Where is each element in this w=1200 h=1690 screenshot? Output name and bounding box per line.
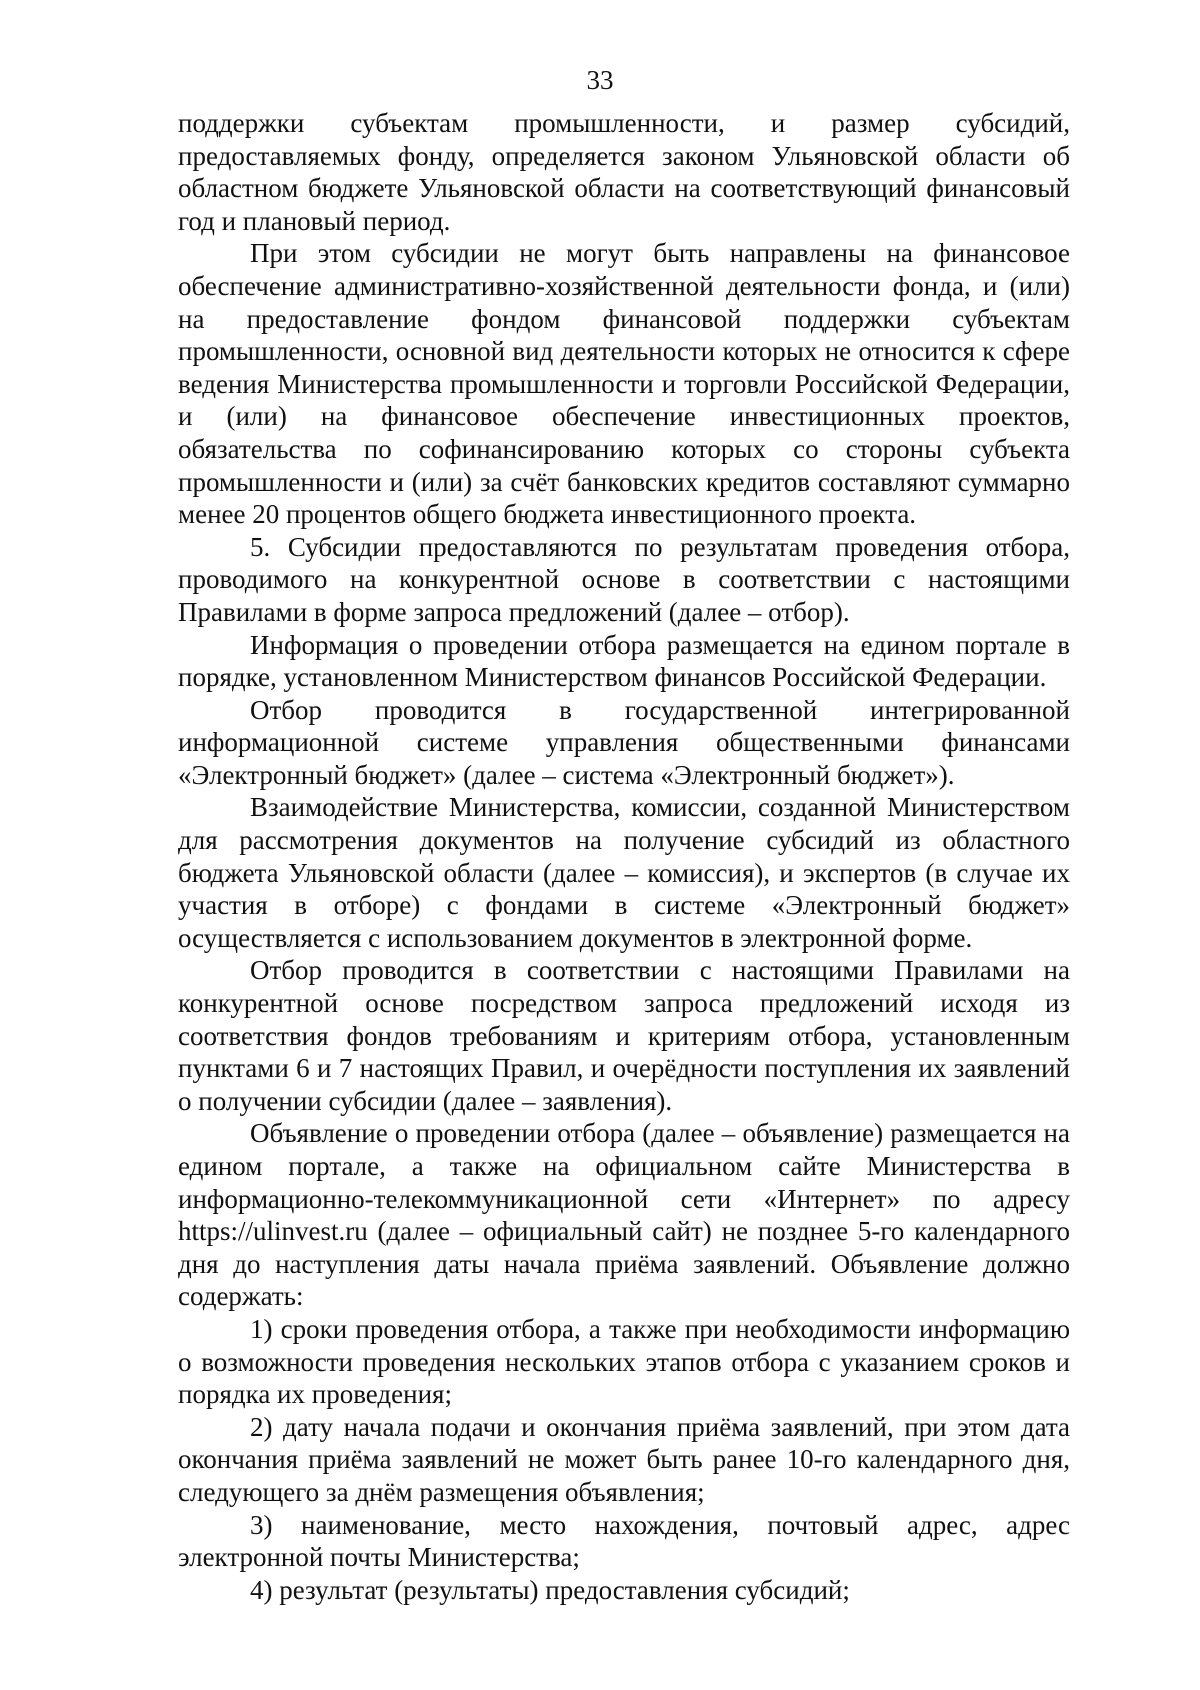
paragraph-selection-basis: Отбор проводится в соответствии с настоящими Правилами на конкурентной основе посредством запроса предложений исходя из соответствия фондов требованиям и критериям отбора, установленным пунктами 6 и 7 настоящих Правил, и очерёдности поступления их заявлений о получении субсидии (далее – заявления). xyxy=(178,955,1070,1116)
page-number: 33 xyxy=(586,65,614,95)
paragraph-interaction: Взаимодействие Министерства, комиссии, созданной Министерством для рассмотрения документов на получение субсидий из областного бюджета Ульяновской области (далее – комиссия), и экспертов (в случае их участия в отборе) с фондами в системе «Электронный бюджет» осуществляется с использованием документов в электронной форме. xyxy=(178,792,1070,953)
paragraph-electronic-budget: Отбор проводится в государственной интегрированной информационной системе управления общественными финансами «Электронный бюджет» (далее – система «Электронный бюджет»). xyxy=(178,694,1070,790)
list-item-2: 2) дату начала подачи и окончания приёма заявлений, при этом дата окончания приёма заявлений не может быть ранее 10-го календарного дня, следующего за днём размещения объявления; xyxy=(178,1411,1070,1507)
list-item-3: 3) наименование, место нахождения, почтовый адрес, адрес электронной почты Министерства; xyxy=(178,1509,1070,1573)
paragraph-portal-info: Информация о проведении отбора размещается на едином портале в порядке, установленном Министерством финансов Российской Федерации. xyxy=(178,629,1070,693)
list-item-4: 4) результат (результаты) предоставления субсидий; xyxy=(250,1574,850,1605)
paragraph-item-5: 5. Субсидии предоставляются по результатам проведения отбора, проводимого на конкурентной основе в соответствии с настоящими Правилами в форме запроса предложений (далее – отбор). xyxy=(178,531,1070,627)
paragraph-announcement: Объявление о проведении отбора (далее – объявление) размещается на едином портале, а также на официальном сайте Министерства в информационно-телекоммуникационной сети «Интернет» по адресу https://ulinvest.ru (далее – официальный сайт) не позднее 5-го календарного дня до наступления даты начала приёма заявлений. Объявление должно содержать: xyxy=(178,1118,1070,1312)
paragraph-continuation: поддержки субъектам промышленности, и размер субсидий, предоставляемых фонду, определяется законом Ульяновской области об областном бюджете Ульяновской области на соответствующий финансовый год и плановый период. xyxy=(178,108,1070,236)
paragraph-subsidy-restrictions: При этом субсидии не могут быть направлены на финансовое обеспечение административно-хозяйственной деятельности фонда, и (или) на предоставление фондом финансовой поддержки субъектам промышленности, основной вид деятельности которых не относится к сфере ведения Министерства промышленности и торговли Российской Федерации, и (или) на финансовое обеспечение инвестиционных проектов, обязательства по софинансированию которых со стороны субъекта промышленности и (или) за счёт банковских кредитов составляют суммарно менее 20 процентов общего бюджета инвестиционного проекта. xyxy=(178,238,1070,530)
list-item-1: 1) сроки проведения отбора, а также при необходимости информацию о возможности проведения нескольких этапов отбора с указанием сроков и порядка их проведения; xyxy=(178,1313,1070,1410)
document-body xyxy=(178,107,1070,1606)
